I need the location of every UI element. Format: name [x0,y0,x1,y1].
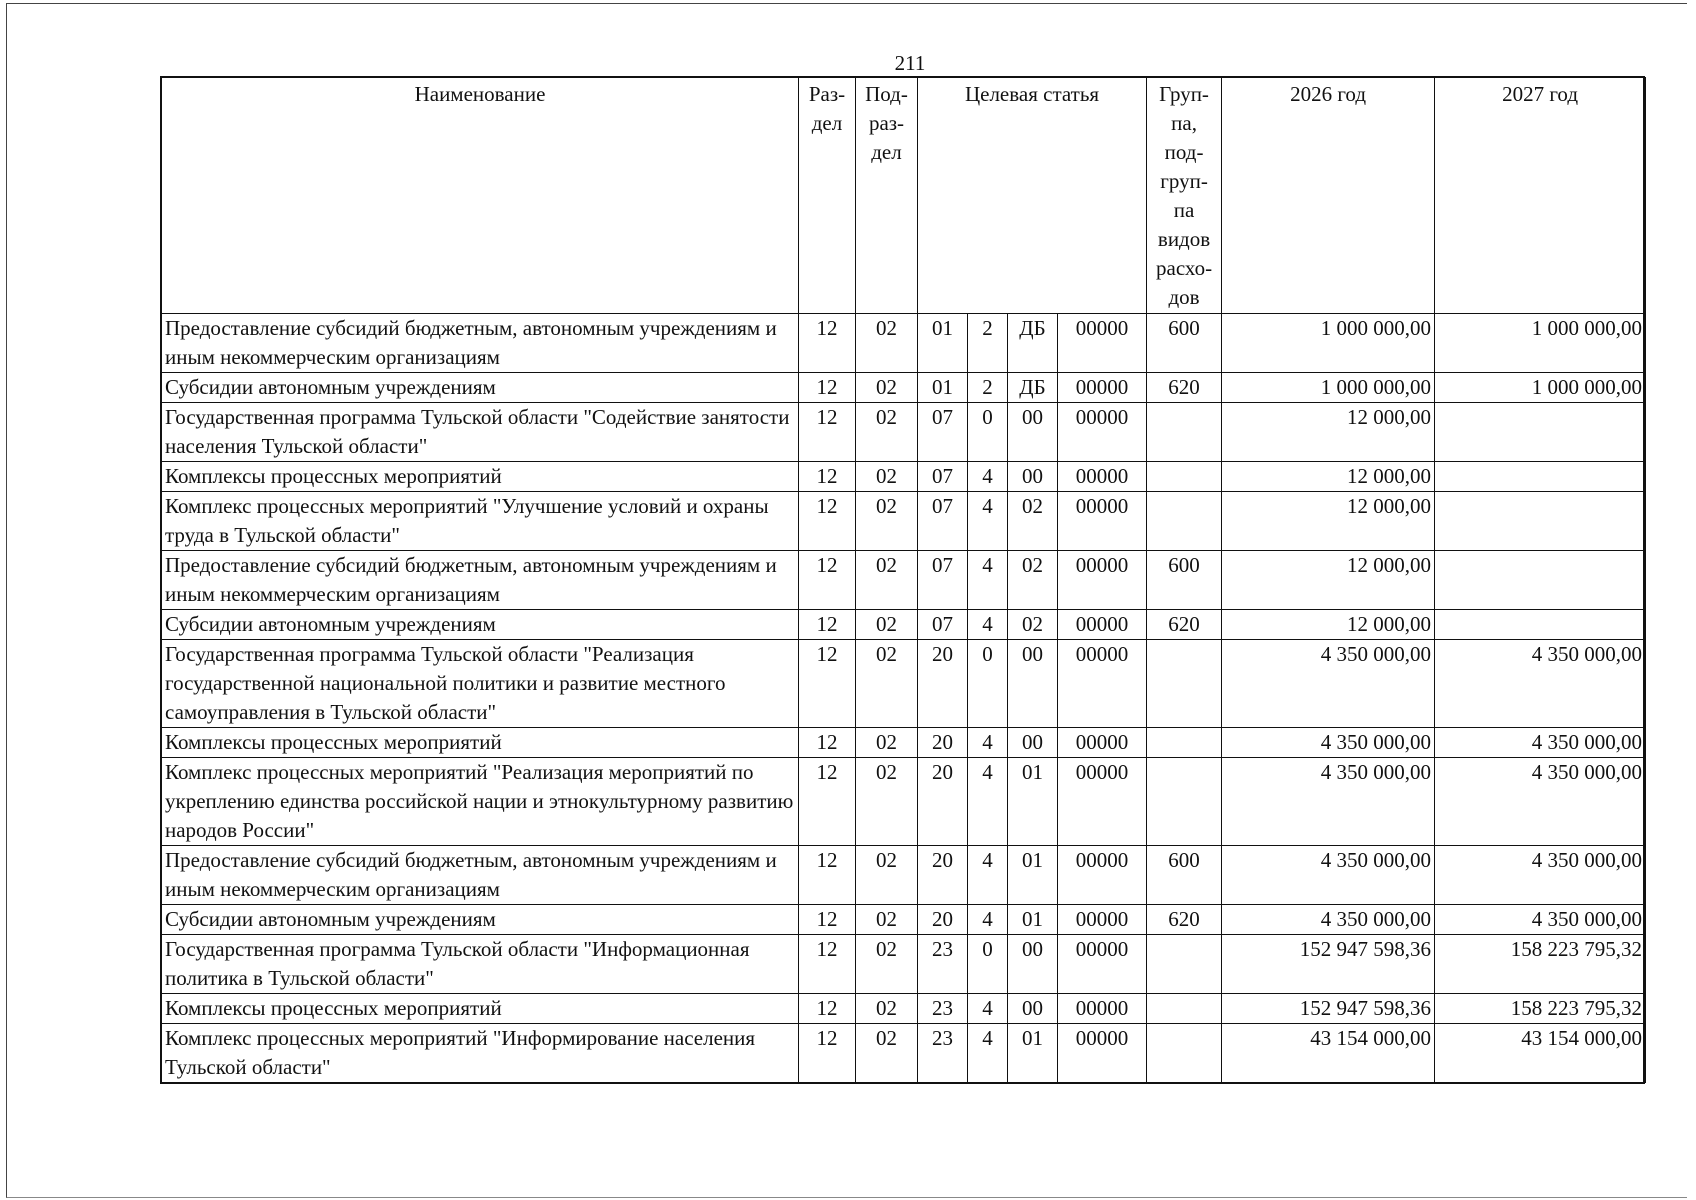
cell-program-code: 07 [918,462,968,492]
header-target-article: Целевая статья [918,78,1147,314]
cell-subprogram-type: 4 [968,492,1008,551]
cell-program-code: 23 [918,994,968,1024]
cell-amount-2026: 12 000,00 [1222,610,1435,640]
cell-amount-2026: 43 154 000,00 [1222,1024,1435,1083]
header-name: Наименование [162,78,799,314]
cell-subsection: 02 [856,758,918,846]
cell-direction-code: 00000 [1058,551,1147,610]
header-subsection: Под- раз- дел [856,78,918,314]
cell-subsection: 02 [856,935,918,994]
table-row [162,846,1646,905]
cell-amount-2026: 4 350 000,00 [1222,728,1435,758]
cell-expense-group: 620 [1147,905,1222,935]
cell-section: 12 [799,551,856,610]
cell-subprogram-type: 2 [968,314,1008,373]
cell-event-code: 01 [1008,846,1058,905]
cell-amount-2027: 1 000 000,00 [1435,314,1646,373]
cell-amount-2026: 1 000 000,00 [1222,314,1435,373]
cell-name: Предоставление субсидий бюджетным, автономным учреждениям и иным некоммерческим организациям [162,551,799,610]
table-row [162,728,1646,758]
cell-name: Субсидии автономным учреждениям [162,610,799,640]
cell-program-code: 20 [918,758,968,846]
cell-subsection: 02 [856,994,918,1024]
cell-expense-group: 620 [1147,373,1222,403]
cell-section: 12 [799,728,856,758]
table-header [162,78,1646,314]
cell-program-code: 20 [918,728,968,758]
table-row [162,640,1646,728]
cell-amount-2027 [1435,610,1646,640]
cell-amount-2027 [1435,403,1646,462]
cell-event-code: ДБ [1008,373,1058,403]
cell-amount-2026: 12 000,00 [1222,462,1435,492]
cell-section: 12 [799,1024,856,1083]
cell-program-code: 23 [918,935,968,994]
cell-subprogram-type: 4 [968,846,1008,905]
cell-expense-group: 600 [1147,551,1222,610]
cell-subsection: 02 [856,462,918,492]
cell-direction-code: 00000 [1058,758,1147,846]
cell-program-code: 20 [918,846,968,905]
cell-expense-group: 620 [1147,610,1222,640]
cell-subsection: 02 [856,905,918,935]
cell-amount-2026: 12 000,00 [1222,551,1435,610]
cell-amount-2027: 1 000 000,00 [1435,373,1646,403]
cell-event-code: 01 [1008,1024,1058,1083]
cell-direction-code: 00000 [1058,935,1147,994]
cell-name: Субсидии автономным учреждениям [162,373,799,403]
cell-direction-code: 00000 [1058,403,1147,462]
cell-subsection: 02 [856,846,918,905]
cell-amount-2027 [1435,462,1646,492]
cell-expense-group [1147,640,1222,728]
cell-subprogram-type: 0 [968,935,1008,994]
cell-subprogram-type: 0 [968,640,1008,728]
budget-table [161,77,1646,1083]
cell-event-code: ДБ [1008,314,1058,373]
cell-amount-2027: 4 350 000,00 [1435,846,1646,905]
cell-subprogram-type: 4 [968,994,1008,1024]
cell-subsection: 02 [856,728,918,758]
cell-direction-code: 00000 [1058,1024,1147,1083]
cell-direction-code: 00000 [1058,994,1147,1024]
cell-direction-code: 00000 [1058,492,1147,551]
table-row [162,462,1646,492]
cell-section: 12 [799,758,856,846]
cell-name: Комплекс процессных мероприятий "Улучшение условий и охраны труда в Тульской области" [162,492,799,551]
cell-event-code: 02 [1008,551,1058,610]
cell-amount-2027: 4 350 000,00 [1435,758,1646,846]
table-row [162,1024,1646,1083]
cell-event-code: 00 [1008,728,1058,758]
cell-section: 12 [799,403,856,462]
table-row [162,492,1646,551]
cell-amount-2027: 4 350 000,00 [1435,905,1646,935]
table-row [162,403,1646,462]
cell-event-code: 00 [1008,994,1058,1024]
cell-subsection: 02 [856,551,918,610]
cell-subprogram-type: 0 [968,403,1008,462]
cell-amount-2026: 152 947 598,36 [1222,994,1435,1024]
cell-program-code: 07 [918,551,968,610]
cell-direction-code: 00000 [1058,462,1147,492]
cell-expense-group [1147,728,1222,758]
cell-subsection: 02 [856,403,918,462]
cell-amount-2026: 4 350 000,00 [1222,905,1435,935]
cell-expense-group [1147,994,1222,1024]
table-row [162,905,1646,935]
cell-amount-2026: 4 350 000,00 [1222,758,1435,846]
cell-amount-2026: 152 947 598,36 [1222,935,1435,994]
cell-expense-group: 600 [1147,314,1222,373]
cell-name: Государственная программа Тульской области "Реализация государственной национальной политики и развитие местного самоуправления в Тульской области" [162,640,799,728]
cell-event-code: 00 [1008,462,1058,492]
cell-subprogram-type: 2 [968,373,1008,403]
cell-expense-group [1147,403,1222,462]
table-row [162,314,1646,373]
header-section: Раз- дел [799,78,856,314]
cell-amount-2026: 12 000,00 [1222,492,1435,551]
table-row [162,994,1646,1024]
cell-section: 12 [799,610,856,640]
cell-program-code: 07 [918,492,968,551]
cell-name: Комплексы процессных мероприятий [162,462,799,492]
cell-event-code: 02 [1008,610,1058,640]
cell-subprogram-type: 4 [968,758,1008,846]
cell-section: 12 [799,905,856,935]
cell-subsection: 02 [856,640,918,728]
cell-name: Комплексы процессных мероприятий [162,728,799,758]
cell-amount-2026: 1 000 000,00 [1222,373,1435,403]
cell-section: 12 [799,640,856,728]
cell-name: Комплекс процессных мероприятий "Реализация мероприятий по укреплению единства российской нации и этнокультурному развитию народов России" [162,758,799,846]
cell-amount-2026: 4 350 000,00 [1222,846,1435,905]
cell-subsection: 02 [856,492,918,551]
cell-subprogram-type: 4 [968,728,1008,758]
header-expense-group: Груп- па, под- груп- па видов расхо- дов [1147,78,1222,314]
cell-section: 12 [799,492,856,551]
cell-program-code: 23 [918,1024,968,1083]
cell-amount-2027 [1435,492,1646,551]
cell-expense-group: 600 [1147,846,1222,905]
cell-direction-code: 00000 [1058,610,1147,640]
cell-amount-2026: 12 000,00 [1222,403,1435,462]
cell-amount-2027: 43 154 000,00 [1435,1024,1646,1083]
cell-event-code: 00 [1008,403,1058,462]
cell-subprogram-type: 4 [968,551,1008,610]
cell-event-code: 02 [1008,492,1058,551]
cell-amount-2027 [1435,551,1646,610]
cell-name: Комплексы процессных мероприятий [162,994,799,1024]
cell-subsection: 02 [856,373,918,403]
cell-direction-code: 00000 [1058,905,1147,935]
cell-expense-group [1147,462,1222,492]
cell-section: 12 [799,314,856,373]
table-row [162,373,1646,403]
cell-direction-code: 00000 [1058,314,1147,373]
cell-program-code: 20 [918,640,968,728]
cell-subprogram-type: 4 [968,610,1008,640]
cell-subsection: 02 [856,1024,918,1083]
cell-amount-2027: 4 350 000,00 [1435,728,1646,758]
table-row [162,758,1646,846]
cell-expense-group [1147,492,1222,551]
header-year-2027: 2027 год [1435,78,1646,314]
cell-amount-2027: 158 223 795,32 [1435,935,1646,994]
cell-event-code: 01 [1008,905,1058,935]
cell-program-code: 01 [918,373,968,403]
cell-event-code: 00 [1008,640,1058,728]
cell-program-code: 20 [918,905,968,935]
cell-amount-2027: 4 350 000,00 [1435,640,1646,728]
table-body [162,314,1646,1083]
cell-direction-code: 00000 [1058,640,1147,728]
cell-expense-group [1147,1024,1222,1083]
cell-name: Предоставление субсидий бюджетным, автономным учреждениям и иным некоммерческим организациям [162,846,799,905]
table-row [162,551,1646,610]
cell-subprogram-type: 4 [968,905,1008,935]
cell-program-code: 07 [918,403,968,462]
cell-section: 12 [799,462,856,492]
cell-direction-code: 00000 [1058,373,1147,403]
cell-expense-group [1147,935,1222,994]
cell-subsection: 02 [856,314,918,373]
cell-amount-2026: 4 350 000,00 [1222,640,1435,728]
cell-subprogram-type: 4 [968,1024,1008,1083]
cell-section: 12 [799,935,856,994]
cell-subsection: 02 [856,610,918,640]
cell-direction-code: 00000 [1058,728,1147,758]
cell-section: 12 [799,846,856,905]
cell-event-code: 01 [1008,758,1058,846]
cell-program-code: 01 [918,314,968,373]
table-row [162,610,1646,640]
cell-event-code: 00 [1008,935,1058,994]
page-number: 211 [894,51,926,75]
cell-name: Государственная программа Тульской области "Информационная политика в Тульской области" [162,935,799,994]
cell-section: 12 [799,994,856,1024]
cell-amount-2027: 158 223 795,32 [1435,994,1646,1024]
cell-expense-group [1147,758,1222,846]
cell-name: Государственная программа Тульской области "Содействие занятости населения Тульской области" [162,403,799,462]
cell-section: 12 [799,373,856,403]
table-row [162,935,1646,994]
cell-name: Предоставление субсидий бюджетным, автономным учреждениям и иным некоммерческим организациям [162,314,799,373]
cell-subprogram-type: 4 [968,462,1008,492]
header-year-2026: 2026 год [1222,78,1435,314]
cell-program-code: 07 [918,610,968,640]
cell-direction-code: 00000 [1058,846,1147,905]
cell-name: Комплекс процессных мероприятий "Информирование населения Тульской области" [162,1024,799,1083]
cell-name: Субсидии автономным учреждениям [162,905,799,935]
